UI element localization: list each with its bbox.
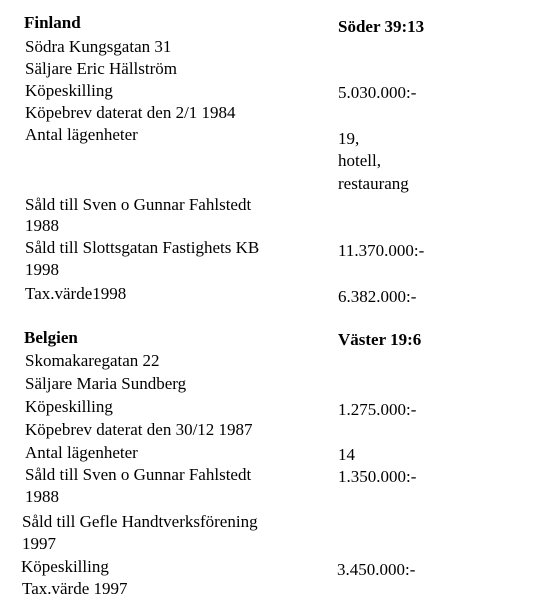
sale1-belgien-line2: 1988 (25, 487, 59, 506)
price-value-belgien: 1.275.000:- (338, 400, 417, 419)
price-value-finland: 5.030.000:- (338, 83, 417, 102)
sale2-finland-line2: 1998 (25, 260, 59, 279)
sale1-value-belgien: 1.350.000:- (338, 467, 417, 486)
sale1-finland-line2: 1988 (25, 216, 59, 235)
tax-label-finland: Tax.värde1998 (25, 284, 127, 303)
sale2-belgien-line1: Såld till Gefle Handtverksförening (22, 512, 258, 531)
apartments-label-finland: Antal lägenheter (25, 125, 138, 144)
apartments-label-belgien: Antal lägenheter (25, 443, 138, 462)
apartments-value-finland-2: hotell, (338, 151, 381, 170)
apartments-value-finland-3: restaurang (338, 174, 409, 193)
sale2-value-finland: 11.370.000:- (338, 241, 425, 260)
address-finland: Södra Kungsgatan 31 (25, 37, 172, 56)
sale2-finland-line1: Såld till Slottsgatan Fastighets KB (25, 238, 260, 257)
apartments-value-finland-1: 19, (338, 129, 360, 148)
price2-value-belgien: 3.450.000:- (337, 560, 416, 579)
seller-belgien: Säljare Maria Sundberg (25, 374, 187, 393)
property-ref-belgien: Väster 19:6 (338, 330, 422, 349)
property-ref-finland: Söder 39:13 (338, 17, 425, 36)
seller-finland: Säljare Eric Hällström (25, 59, 178, 78)
tax-label-belgien: Tax.värde 1997 (22, 579, 128, 598)
apartments-value-belgien: 14 (338, 445, 355, 464)
section-heading-belgien: Belgien (24, 328, 78, 347)
deed-finland: Köpebrev daterat den 2/1 1984 (25, 103, 236, 122)
tax-value-finland: 6.382.000:- (338, 287, 417, 306)
price-label-finland: Köpeskilling (25, 81, 113, 100)
deed-belgien: Köpebrev daterat den 30/12 1987 (25, 420, 253, 439)
price2-label-belgien: Köpeskilling (21, 557, 109, 576)
sale2-belgien-line2: 1997 (22, 534, 56, 553)
section-heading-finland: Finland (24, 13, 81, 32)
sale1-finland-line1: Såld till Sven o Gunnar Fahlstedt (25, 195, 252, 214)
address-belgien: Skomakaregatan 22 (25, 351, 160, 370)
sale1-belgien-line1: Såld till Sven o Gunnar Fahlstedt (25, 465, 252, 484)
price-label-belgien: Köpeskilling (25, 397, 113, 416)
